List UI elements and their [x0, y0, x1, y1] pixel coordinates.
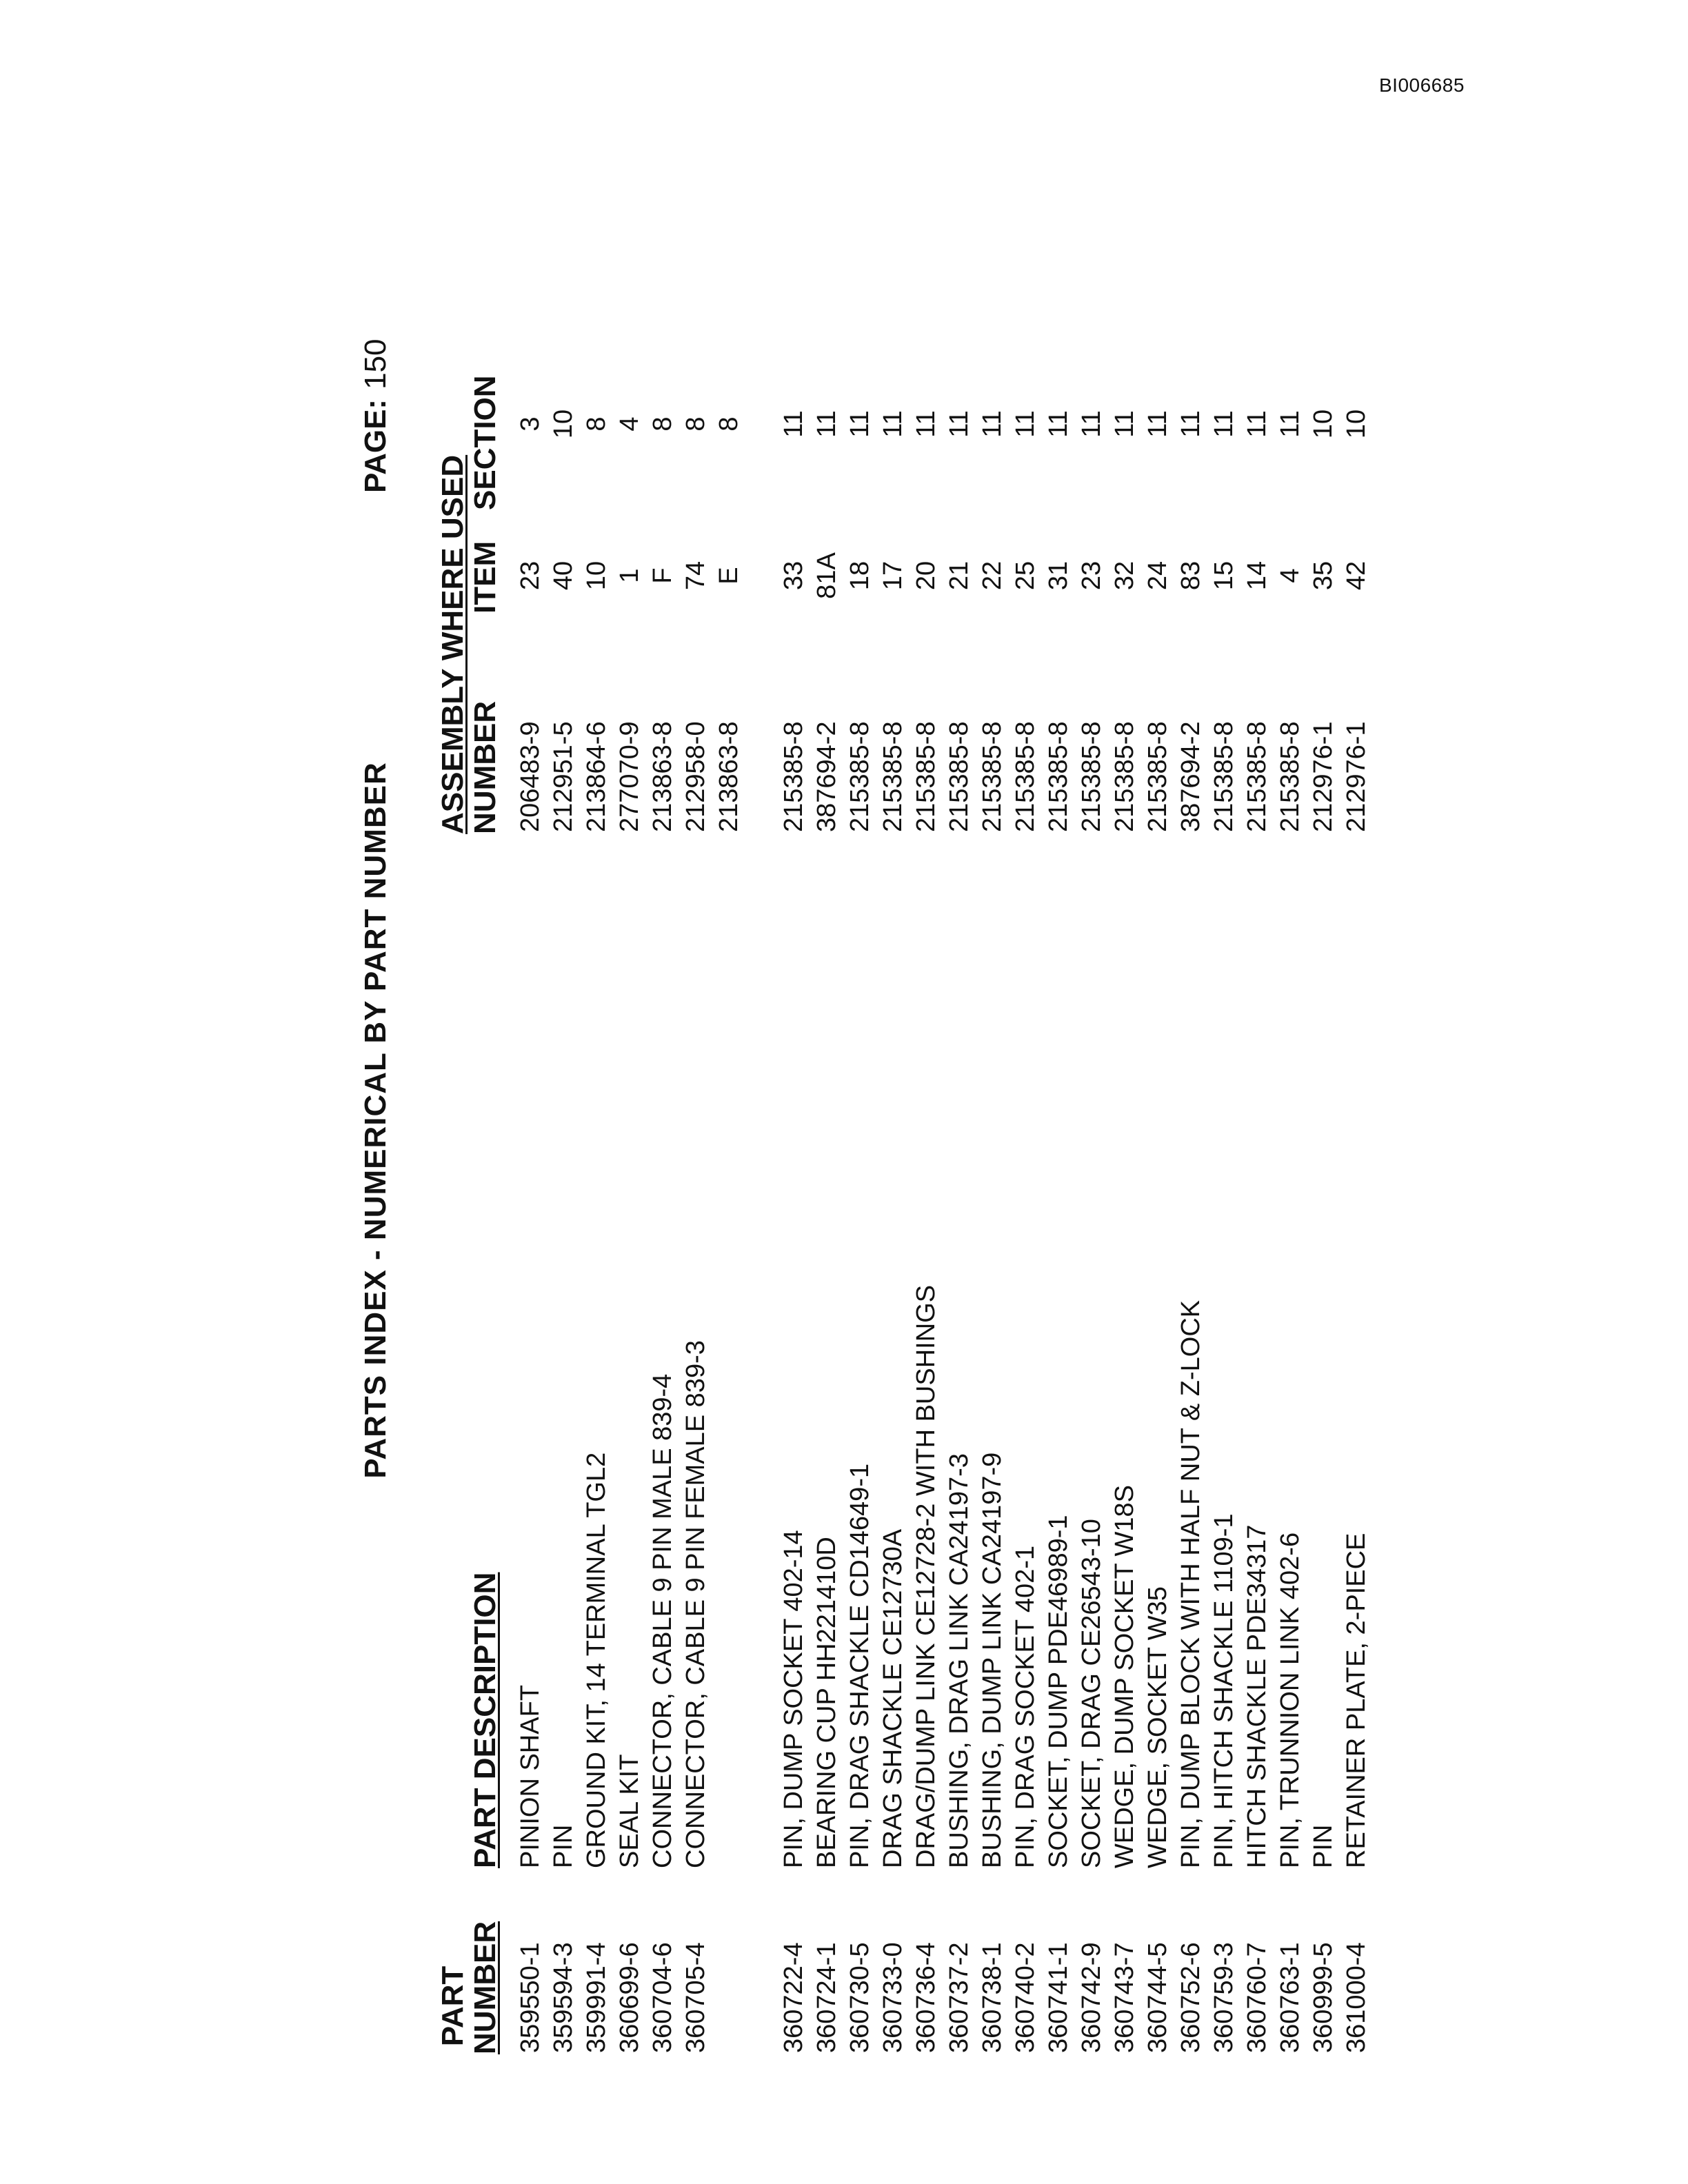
description-cell: BUSHING, DRAG LINK CA24197-3 [945, 1453, 974, 1868]
assembly-number-cell: 215385-8 [1143, 721, 1172, 832]
item-cell: 20 [912, 560, 941, 591]
table-row [1240, 172, 1274, 2068]
section-cell: 11 [1044, 410, 1073, 438]
item-cell: 74 [681, 560, 710, 591]
description-cell: PIN, DUMP BLOCK WITH HALF NUT & Z-LOCK [1176, 1300, 1205, 1868]
section-cell: 10 [1309, 409, 1338, 439]
table-row [1274, 172, 1307, 2068]
table-row [580, 172, 613, 2068]
part-number-cell: 360743-7 [1110, 1942, 1139, 2053]
table-row [1141, 172, 1174, 2068]
part-number-cell: 360724-1 [812, 1942, 841, 2053]
table-row [613, 172, 646, 2068]
part-number-cell: 360760-7 [1243, 1942, 1272, 2053]
assembly-number-cell: 212976-1 [1342, 721, 1371, 832]
part-number-cell: 360741-1 [1044, 1942, 1073, 2053]
description-cell: HITCH SHACKLE PDE34317 [1243, 1524, 1272, 1868]
part-number-cell: 360744-5 [1143, 1942, 1172, 2053]
item-cell: 25 [1011, 560, 1040, 591]
assembly-number-cell: 215385-8 [912, 721, 941, 832]
part-number-cell: 360730-5 [845, 1942, 874, 2053]
table-row [1108, 172, 1141, 2068]
item-cell: 22 [978, 560, 1007, 591]
assembly-number-cell: 277070-9 [615, 721, 644, 832]
table-row [1075, 172, 1108, 2068]
assembly-number-cell: 215385-8 [1243, 721, 1272, 832]
description-cell: PIN, DUMP SOCKET 402-14 [779, 1530, 808, 1868]
section-cell: 11 [1209, 410, 1238, 438]
description-cell: PIN [1309, 1824, 1338, 1868]
description-cell: SOCKET, DUMP PDE46989-1 [1044, 1515, 1073, 1868]
description-cell: BUSHING, DUMP LINK CA24197-9 [978, 1452, 1007, 1868]
table-row [514, 172, 547, 2068]
table-row [1174, 172, 1207, 2068]
description-cell: RETAINER PLATE, 2-PIECE [1342, 1533, 1371, 1868]
description-cell: CONNECTOR, CABLE 9 PIN MALE 839-4 [648, 1373, 677, 1868]
table-row [1207, 172, 1240, 2068]
item-cell: 18 [845, 560, 874, 591]
item-cell: 83 [1176, 560, 1205, 591]
description-cell: GROUND KIT, 14 TERMINAL TGL2 [582, 1452, 611, 1868]
section-cell: 4 [615, 416, 644, 432]
section-cell: 11 [812, 410, 841, 438]
section-cell: 11 [1143, 410, 1172, 438]
assembly-number-cell: 212976-1 [1309, 721, 1338, 832]
part-number-cell: 360705-4 [681, 1942, 710, 2053]
header-item: ITEM [468, 540, 502, 614]
section-cell: 8 [582, 416, 611, 432]
part-number-cell: 359550-1 [516, 1942, 545, 2053]
assembly-number-cell: 215385-8 [1011, 721, 1040, 832]
assembly-number-cell: 213864-6 [582, 721, 611, 832]
part-number-cell: 360738-1 [978, 1942, 1007, 2053]
table-row [1340, 172, 1373, 2068]
item-cell: 15 [1209, 560, 1238, 591]
section-cell: 11 [779, 410, 808, 438]
page-number-label [359, 338, 393, 493]
item-cell: E [714, 567, 743, 585]
description-cell: PIN, HITCH SHACKLE 1109-1 [1209, 1513, 1238, 1868]
table-row [876, 172, 910, 2068]
assembly-number-cell: 212951-5 [549, 721, 578, 832]
part-number-cell: 359991-4 [582, 1942, 611, 2053]
item-cell: 35 [1309, 560, 1338, 591]
section-cell: 11 [1176, 410, 1205, 438]
description-cell: PINION SHAFT [516, 1684, 545, 1868]
item-cell: 31 [1044, 560, 1073, 591]
assembly-number-cell: 215385-8 [978, 721, 1007, 832]
header-assembly-number: NUMBER [468, 700, 502, 834]
item-cell: 21 [945, 560, 974, 591]
description-cell: DRAG/DUMP LINK CE12728-2 WITH BUSHINGS [912, 1284, 941, 1868]
page-number: 150 [359, 338, 392, 390]
part-number-cell: 360722-4 [779, 1942, 808, 2053]
part-number-cell: 360704-6 [648, 1942, 677, 2053]
table-row [843, 172, 876, 2068]
assembly-number-cell: 213863-8 [648, 721, 677, 832]
item-cell: 81A [812, 552, 841, 599]
description-cell: PIN [549, 1824, 578, 1868]
page-title: PARTS INDEX - NUMERICAL BY PART NUMBER [359, 762, 392, 1479]
assembly-number-cell: 215385-8 [1044, 721, 1073, 832]
description-cell: PIN, DRAG SHACKLE CD14649-1 [845, 1463, 874, 1868]
part-number-cell: 360733-0 [878, 1942, 907, 2053]
section-cell: 8 [714, 416, 743, 432]
description-cell: WEDGE, SOCKET W35 [1143, 1586, 1172, 1868]
table-row [1042, 172, 1075, 2068]
section-cell: 10 [1342, 409, 1371, 439]
assembly-number-cell: 212958-0 [681, 721, 710, 832]
description-cell: BEARING CUP HH221410D [812, 1537, 841, 1868]
section-cell: 11 [845, 410, 874, 438]
item-cell: 32 [1110, 560, 1139, 591]
item-cell: 40 [549, 560, 578, 591]
section-cell: 11 [945, 410, 974, 438]
table-row [547, 172, 580, 2068]
table-row [712, 172, 745, 2068]
item-cell: 4 [1276, 568, 1305, 583]
part-number-cell: 360699-6 [615, 1942, 644, 2053]
section-cell: 11 [878, 410, 907, 438]
table-row [910, 172, 943, 2068]
description-cell: WEDGE, DUMP SOCKET W18S [1110, 1484, 1139, 1868]
header-assembly-where-used: ASSEMBLY WHERE USED [436, 454, 470, 834]
header-part-top: PART [436, 1965, 470, 2047]
item-cell: 17 [878, 560, 907, 591]
item-cell: 10 [582, 560, 611, 591]
section-cell: 11 [1110, 410, 1139, 438]
section-cell: 10 [549, 409, 578, 439]
item-cell: F [648, 567, 677, 584]
header-section: SECTION [468, 375, 502, 510]
description-cell: PIN, DRAG SOCKET 402-1 [1011, 1545, 1040, 1868]
assembly-number-cell: 213863-8 [714, 721, 743, 832]
part-number-cell: 360742-9 [1077, 1942, 1106, 2053]
assembly-number-cell: 215385-8 [779, 721, 808, 832]
description-cell: SOCKET, DRAG CE26543-10 [1077, 1519, 1106, 1868]
page-label-text: PAGE: [359, 398, 392, 493]
section-cell: 8 [681, 416, 710, 432]
table-row [1307, 172, 1340, 2068]
item-cell: 14 [1243, 560, 1272, 591]
part-number-cell: 360737-2 [945, 1942, 974, 2053]
part-number-cell: 360999-5 [1309, 1942, 1338, 2053]
assembly-number-cell: 215385-8 [1209, 721, 1238, 832]
assembly-number-cell: 387694-2 [812, 721, 841, 832]
table-row [646, 172, 679, 2068]
item-cell: 23 [1077, 560, 1106, 591]
section-cell: 3 [516, 416, 545, 432]
section-cell: 11 [1276, 410, 1305, 438]
section-cell: 11 [912, 410, 941, 438]
assembly-number-cell: 215385-8 [1077, 721, 1106, 832]
table-row [976, 172, 1009, 2068]
assembly-number-cell: 215385-8 [1110, 721, 1139, 832]
item-cell: 33 [779, 560, 808, 591]
part-number-cell: 359594-3 [549, 1942, 578, 2053]
header-part-description: PART DESCRIPTION [468, 1572, 502, 1868]
section-cell: 11 [978, 410, 1007, 438]
assembly-number-cell: 215385-8 [945, 721, 974, 832]
rotated-page-content [331, 172, 1434, 2068]
description-cell: SEAL KIT [615, 1754, 644, 1868]
table-row [943, 172, 976, 2068]
assembly-number-cell: 215385-8 [878, 721, 907, 832]
section-cell: 11 [1077, 410, 1106, 438]
item-cell: 1 [615, 568, 644, 583]
part-number-cell: 360736-4 [912, 1942, 941, 2053]
item-cell: 42 [1342, 560, 1371, 591]
section-cell: 8 [648, 416, 677, 432]
description-cell: DRAG SHACKLE CE12730A [878, 1528, 907, 1868]
assembly-number-cell: 215385-8 [1276, 721, 1305, 832]
assembly-number-cell: 387694-2 [1176, 721, 1205, 832]
header-part-number: NUMBER [468, 1921, 502, 2054]
part-number-cell: 360740-2 [1011, 1942, 1040, 2053]
table-row [777, 172, 810, 2068]
table-row [679, 172, 712, 2068]
item-cell: 23 [516, 560, 545, 591]
table-row [1009, 172, 1042, 2068]
part-number-cell: 360759-3 [1209, 1942, 1238, 2053]
parts-table-body [514, 172, 1373, 2068]
assembly-number-cell: 215385-8 [845, 721, 874, 832]
section-cell: 11 [1011, 410, 1040, 438]
item-cell: 24 [1143, 560, 1172, 591]
description-cell: CONNECTOR, CABLE 9 PIN FEMALE 839-3 [681, 1340, 710, 1868]
table-row [810, 172, 843, 2068]
assembly-number-cell: 206483-9 [516, 721, 545, 832]
document-id: BI006685 [1379, 74, 1465, 96]
part-number-cell: 361000-4 [1342, 1942, 1371, 2053]
part-number-cell: 360752-6 [1176, 1942, 1205, 2053]
part-number-cell: 360763-1 [1276, 1942, 1305, 2053]
description-cell: PIN, TRUNNION LINK 402-6 [1276, 1532, 1305, 1868]
section-cell: 11 [1243, 410, 1272, 438]
